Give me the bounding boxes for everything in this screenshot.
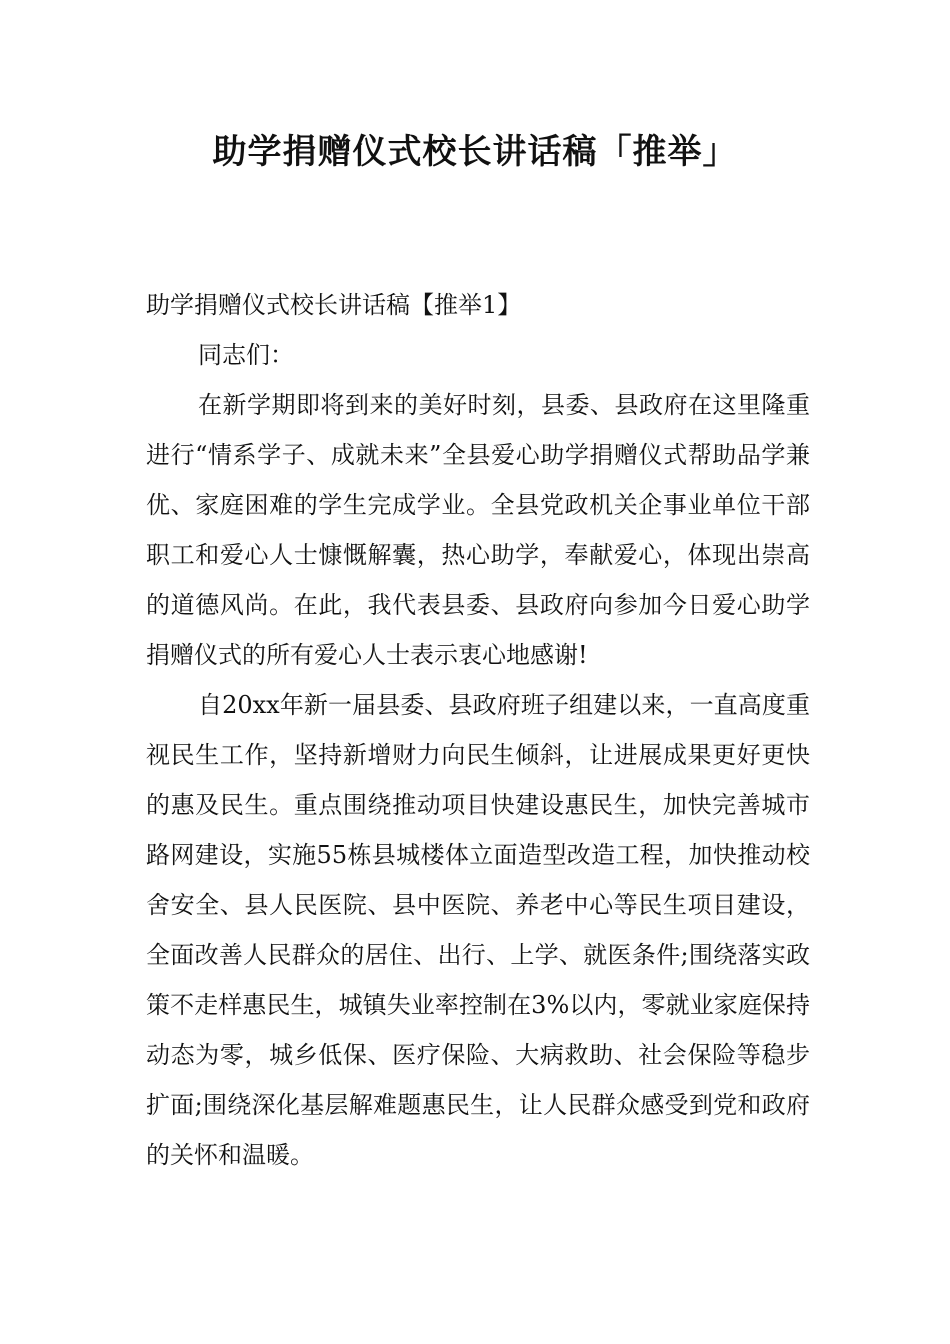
paragraph: 自20xx年新一届县委、县政府班子组建以来，一直高度重视民生工作，坚持新增财力向民生倾斜，让进展成果更好更快的惠及民生。重点围绕推动项目快建设惠民生，加快完善城市路网建设，实施55栋县城楼体立面造型改造工程，加快推动校舍安全、县人民医院、县中医院、养老中心等民生项目建设，全面改善人民群众的居住、出行、上学、就医条件;围绕落实政策不走样惠民生，城镇失业率控制在3%以内，零就业家庭保持动态为零，城乡低保、医疗保险、大病救助、社会保险等稳步扩面;围绕深化基层解难题惠民生，让人民群众感受到党和政府的关怀和温暖。 (146, 691, 810, 1169)
document-body (146, 280, 810, 1180)
document-title: 助学捐赠仪式校长讲话稿「推举」 (212, 132, 738, 172)
paragraph: 在新学期即将到来的美好时刻，县委、县政府在这里隆重进行“情系学子、成就未来”全县爱心助学捐赠仪式帮助品学兼优、家庭困难的学生完成学业。全县党政机关企事业单位干部职工和爱心人士慷慨解囊，热心助学，奉献爱心，体现出崇高的道德风尚。在此，我代表县委、县政府向参加今日爱心助学捐赠仪式的所有爱心人士表示衷心地感谢! (146, 391, 810, 669)
salutation: 同志们： (198, 341, 294, 369)
section-heading: 助学捐赠仪式校长讲话稿【推举1】 (146, 291, 522, 319)
